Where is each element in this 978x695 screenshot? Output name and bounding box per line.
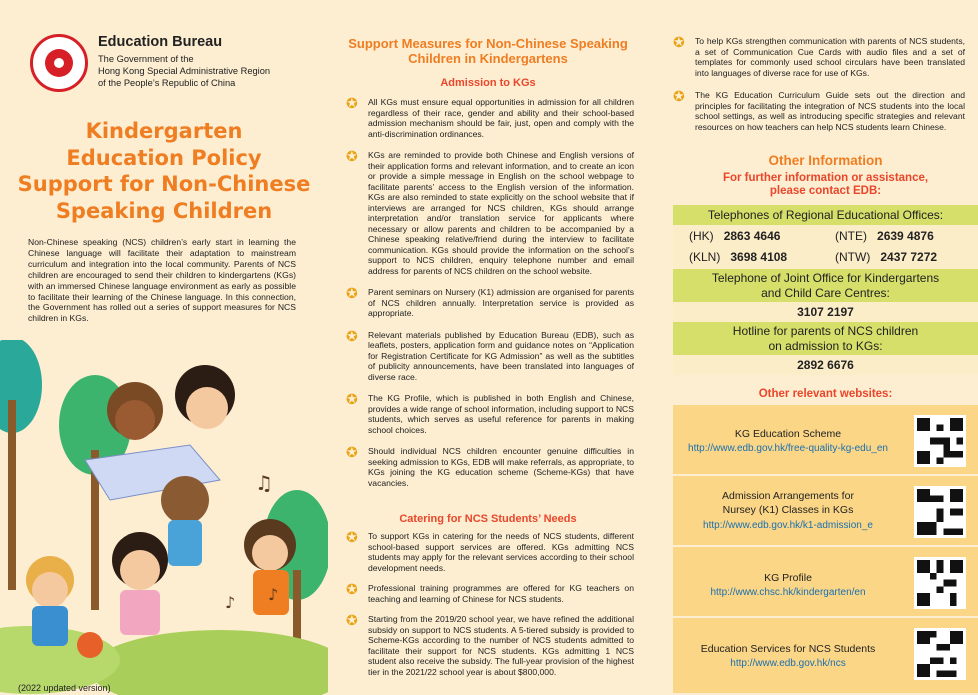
hksar-emblem-icon (30, 34, 88, 92)
phone-number: 2863 4646 (723, 229, 781, 243)
joint-office-label (673, 269, 978, 302)
page-title (0, 118, 328, 224)
star-icon: ✪ (346, 148, 358, 164)
children-illustration (0, 340, 328, 695)
list-item (346, 287, 634, 319)
star-icon: ✪ (673, 34, 685, 50)
list-item (346, 393, 634, 435)
item-text: All KGs must ensure equal opportunities in admission for all children regardless of their race, gender and ability and their school-based admission mechanism should be fair, just, open and comply with the anti-discrimination ordinances. (368, 97, 634, 139)
bureau-name: Education Bureau (98, 34, 223, 50)
item-text: Parent seminars on Nursery (K1) admission are organised for parents of NCS children annually. Interpretation service is provided as appropriate. (368, 287, 634, 318)
website-title: Education Services for NCS Students (700, 643, 876, 655)
support-column (328, 0, 648, 695)
websites-heading: Other relevant websites: (758, 388, 893, 400)
star-icon: ✪ (673, 88, 685, 104)
item-text: Starting from the 2019/20 school year, we have refined the additional subsidy on support to NCS students. A 5-tiered subsidy is provided to Scheme-KGs according to the number of NCS students admitted to facilitate their support for NCS students. KGs admitting 1 NCS student also receive the subsidy. The full-year provision of the highest tier in the 2021/22 school year is about $800,000. (368, 614, 634, 677)
item-text: To support KGs in catering for the needs of NCS students, different school-based support services are offered. KGs admitting NCS students may apply for the relevant services according to their school development needs. (368, 531, 634, 573)
region-code: (HK) (689, 229, 714, 243)
qr-code-icon (914, 415, 966, 467)
bureau-line: The Government of the (98, 54, 194, 64)
region-code: (KLN) (689, 250, 721, 264)
admission-heading: Admission to KGs (440, 77, 536, 89)
hotline-label (673, 322, 978, 355)
list-item (346, 327, 634, 383)
star-icon: ✪ (346, 327, 358, 344)
joint-office-phone: 3107 2197 (673, 302, 978, 322)
region-code: (NTE) (835, 229, 867, 243)
title-line: Speaking Children (55, 198, 273, 223)
item-text: Professional training programmes are offered for KG teachers on teaching and learning of Chinese for NCS students. (368, 583, 634, 604)
bureau-line: Hong Kong Special Administrative Region (98, 66, 271, 76)
website-title-line: Nursey (K1) Classes in KGs (722, 504, 854, 516)
title-line: Kindergarten (85, 119, 243, 143)
item-text: The KG Profile, which is published in both English and Chinese, provides a wide range of school information, including support to NCS students, which serves as useful reference for parents in making school choices. (368, 393, 634, 435)
hotline-phone: 2892 6676 (673, 355, 978, 375)
website-link[interactable]: http://www.edb.gov.hk/k1-admission_e (703, 520, 873, 531)
item-text: KGs are reminded to provide both Chinese and English versions of their application forms and relevant information, and to create an icon or provide a simple message in English on the school webpage to facilitate parents’ access to the English version of the information. KGs are also reminded to state explicitly on the school website that if interviews are arranged for NCS children, KGs should arrange interpretation and/or translation service for applicants where necessary or allow parents and children to be accompanied by a Chinese speaking relative/friend during the interview to facilitate communication. KGs should provide the information on the school’s support to NCS children, enquiry telephone number and email address for parents of NCS children on the school website. (368, 150, 634, 276)
cover-column (0, 0, 328, 695)
region-nte (835, 229, 934, 243)
contact-heading (673, 172, 978, 198)
star-icon: ✪ (346, 444, 358, 460)
version-note: (2022 updated version) (18, 683, 111, 693)
website-title: KG Profile (764, 572, 812, 584)
title-line: Education Policy (66, 145, 262, 170)
list-item (346, 614, 634, 677)
communication-list (673, 36, 965, 132)
catering-list (346, 531, 634, 677)
website-kg-profile[interactable] (673, 547, 978, 618)
website-link[interactable]: http://www.edb.gov.hk/free-quality-kg-edu_en (688, 443, 888, 454)
website-link[interactable]: http://www.edb.gov.hk/ncs (730, 658, 846, 669)
star-icon: ✪ (346, 529, 358, 545)
bureau-header (30, 34, 270, 92)
website-title (673, 489, 903, 517)
support-heading-line: Support Measures for Non-Chinese Speaking (348, 36, 628, 51)
qr-code-icon (914, 628, 966, 680)
label-line: Hotline for parents of NCS children (732, 324, 919, 338)
list-item (346, 583, 634, 604)
website-kg-scheme[interactable] (673, 405, 978, 476)
region-code: (NTW) (835, 250, 871, 264)
svg-text:♪: ♪ (225, 593, 236, 612)
website-ncs-services[interactable] (673, 618, 978, 695)
contact-heading-line: For further information or assistance, (722, 172, 929, 184)
support-heading (338, 36, 638, 66)
catering-heading: Catering for NCS Students’ Needs (399, 513, 577, 525)
contact-heading-line: please contact EDB: (769, 185, 882, 197)
bureau-text (98, 34, 270, 92)
phone-number: 3698 4108 (730, 250, 788, 264)
star-icon: ✪ (346, 391, 358, 407)
svg-text:♪: ♪ (268, 585, 279, 604)
star-icon: ✪ (346, 95, 358, 111)
website-k1-admission[interactable] (673, 476, 978, 547)
list-item (346, 446, 634, 488)
qr-code-icon (914, 557, 966, 609)
label-line: and Child Care Centres: (761, 286, 890, 300)
item-text: Should individual NCS children encounter genuine difficulties in seeking admission to KGs, EDB will make referrals, as appropriate, to KGs joining the KG education scheme (Scheme-KGs) that have vacancies. (368, 446, 634, 488)
website-link[interactable]: http://www.chsc.hk/kindergarten/en (710, 587, 866, 598)
info-column (648, 0, 978, 695)
title-line: Support for Non-Chinese (17, 172, 311, 196)
label-line: Telephone of Joint Office for Kindergartens (711, 271, 940, 285)
support-heading-line: Children in Kindergartens (408, 51, 568, 66)
star-icon: ✪ (346, 581, 358, 597)
region-ntw (835, 250, 937, 264)
website-title-line: Admission Arrangements for (722, 490, 854, 502)
list-item (673, 90, 965, 132)
phone-number: 2437 7272 (880, 250, 938, 264)
list-item (673, 36, 965, 78)
star-icon: ✪ (346, 285, 358, 301)
regional-phones (673, 225, 978, 269)
list-item (346, 150, 634, 276)
item-text: To help KGs strengthen communication with parents of NCS students, a set of Communication Cue Cards with audio files and a set of templates for commonly used school circulars have been translated into languages of diverse race for use of KGs. (695, 36, 965, 78)
other-info-heading: Other Information (768, 153, 883, 168)
region-kln (689, 250, 787, 264)
region-hk (689, 229, 780, 243)
item-text: Relevant materials published by Education Bureau (EDB), such as leaflets, posters, application form and guidance notes on “Application for Registration Certificate for KG Admission” as well as the subtitles of publicity announcements, have been translated into languages of diverse race. (368, 329, 634, 382)
qr-code-icon (914, 486, 966, 538)
admission-list (346, 97, 634, 488)
regional-offices-label: Telephones of Regional Educational Offices: (673, 205, 978, 225)
star-icon: ✪ (346, 612, 358, 628)
label-line: on admission to KGs: (768, 339, 883, 353)
website-title: KG Education Scheme (734, 428, 842, 440)
list-item (346, 531, 634, 573)
svg-text:♫: ♫ (255, 471, 273, 495)
list-item (346, 97, 634, 139)
phone-number: 2639 4876 (877, 229, 934, 243)
item-text: The KG Education Curriculum Guide sets out the direction and principles for facilitating the integration of NCS students into the local school settings, as well as introducing specific strategies and relevant resources on how teachers can help NCS students learn Chinese. (695, 90, 965, 132)
intro-paragraph: Non-Chinese speaking (NCS) children’s early start in learning the Chinese language will facilitate their adaptation to mainstream curriculum and integration into the local community. Parents of NCS children are encouraged to send their children to kindergartens (KGs) with an immersed Chinese language environment as early as possible to facilitate their learning of the Chinese language. In this connection, the Government has rolled out a series of support measures for NCS children in KGs. (28, 237, 296, 324)
bureau-line: of the People’s Republic of China (98, 78, 236, 88)
